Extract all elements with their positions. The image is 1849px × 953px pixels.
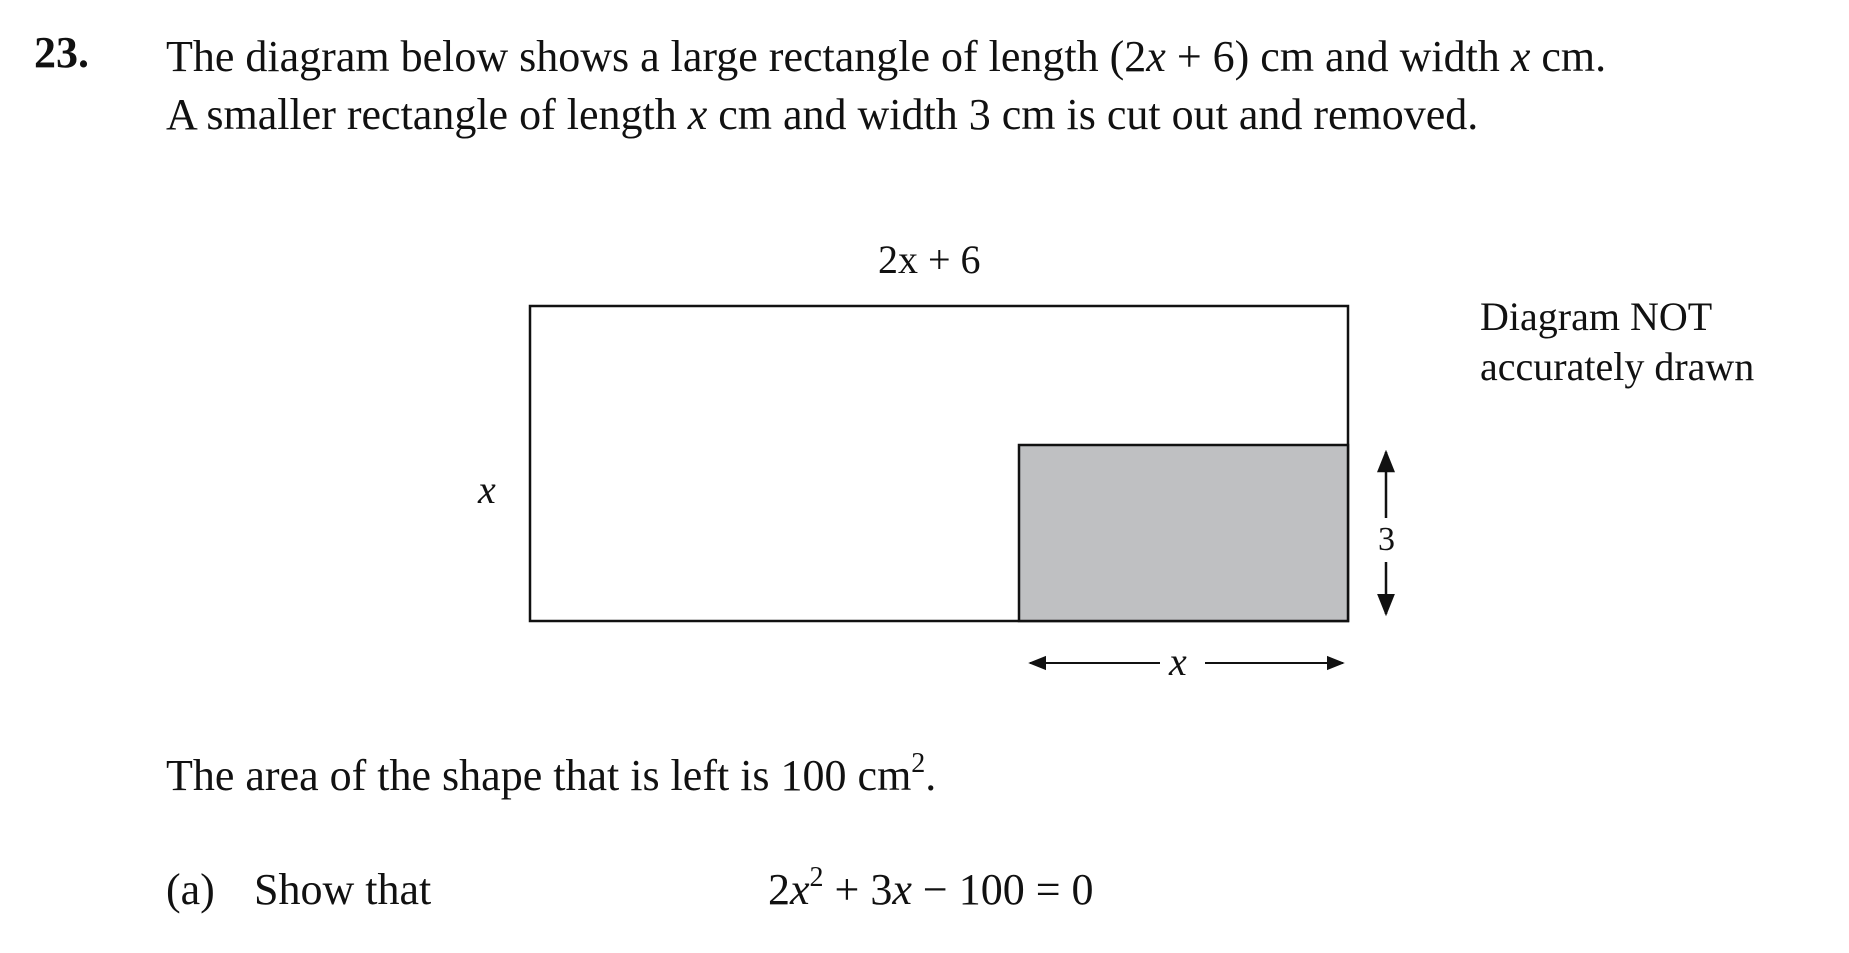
stem-line-2: A smaller rectangle of length x cm and width 3 cm is cut out and removed.: [166, 90, 1479, 139]
top-length-label: 2x + 6: [878, 237, 981, 282]
part-a-label: (a): [166, 865, 215, 914]
removed-rectangle: [1019, 445, 1348, 621]
part-a-equation: $2x^2 + 3x - 100 = 0$: [768, 862, 1094, 914]
diagram-note: Diagram NOT accurately drawn: [1480, 294, 1755, 389]
part-a: [166, 862, 431, 918]
question-number: 23.: [34, 28, 89, 77]
cutout-length-label: x: [1169, 639, 1187, 684]
part-a-instruction: Show that: [254, 865, 432, 914]
stem-line-1: The diagram below shows a large rectangle of length (2x + 6) cm and width x cm.: [166, 32, 1607, 81]
left-width-label: x: [478, 467, 496, 512]
area-statement: The area of the shape that is left is 100 $cm^2$.: [166, 748, 937, 800]
cutout-width-label: 3: [1376, 518, 1397, 562]
